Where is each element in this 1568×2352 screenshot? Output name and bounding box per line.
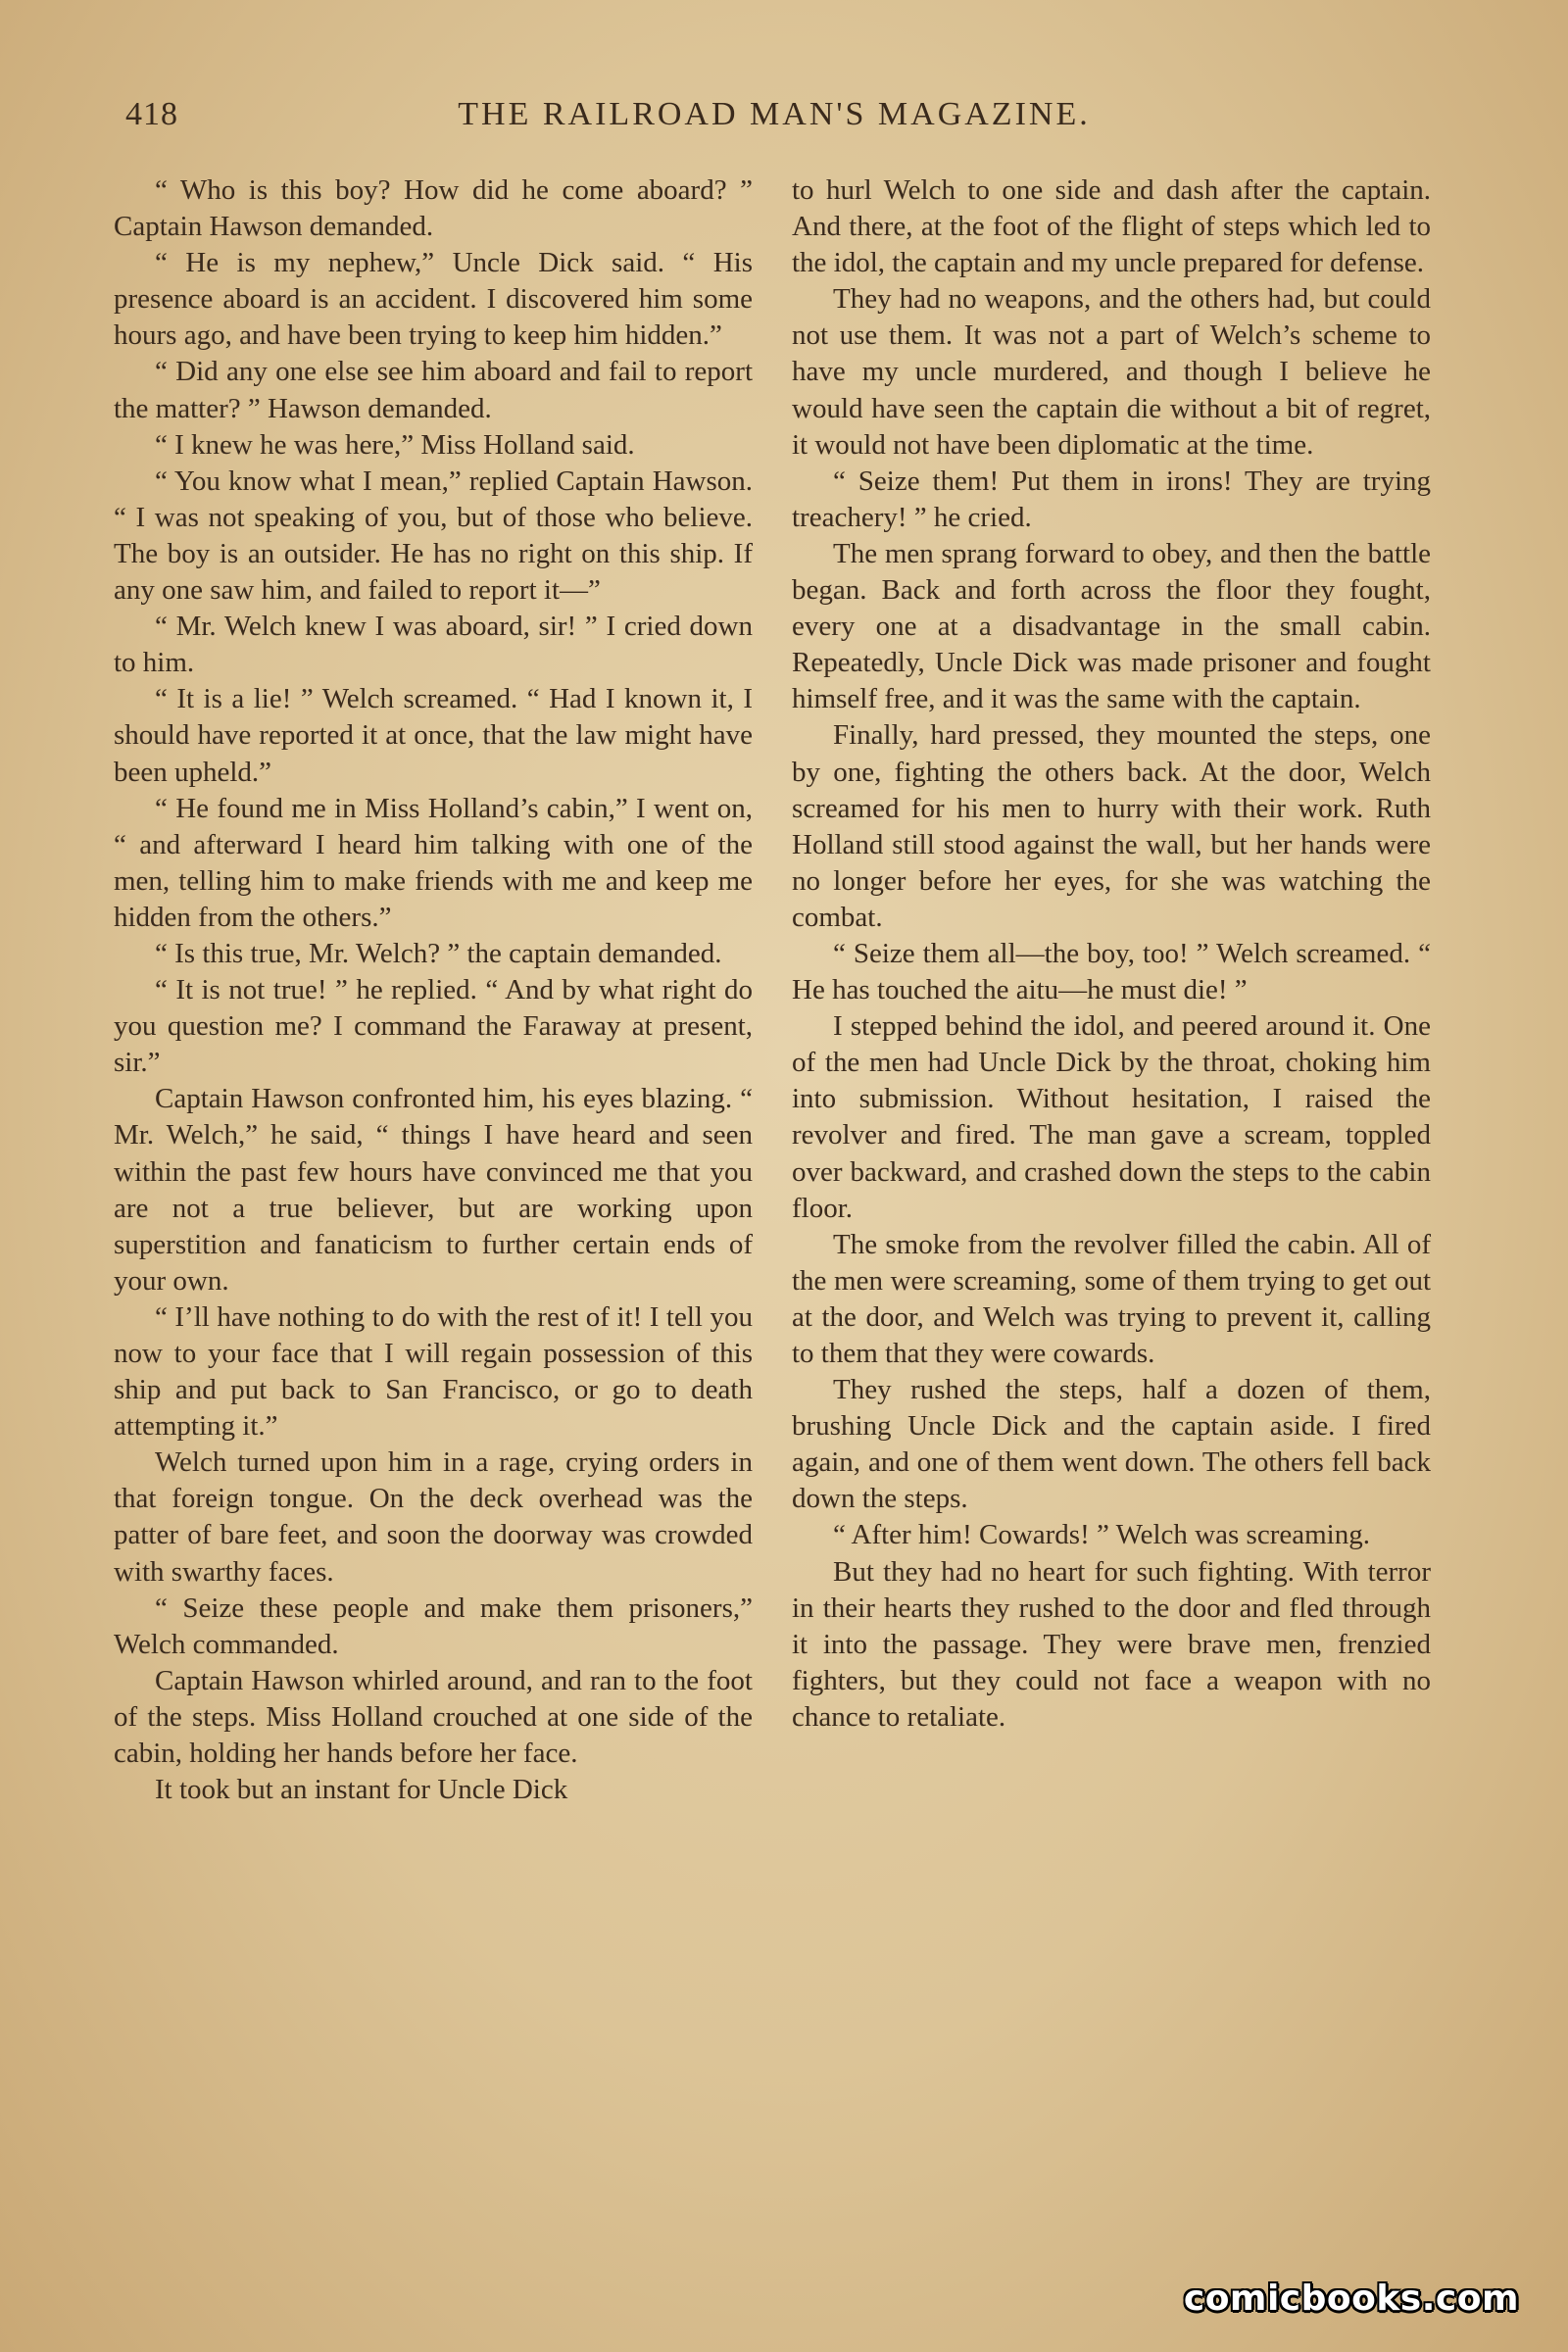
paragraph: They had no weapons, and the others had, but could not use them. It was not a part of Welch’s scheme to have my uncle murdered, and though I believe he would have seen the captain die without a bit of regret, it would not have been diplomatic at the time.: [792, 283, 1431, 461]
paragraph: Captain Hawson whirled around, and ran to the foot of the steps. Miss Holland crouched at one side of the cabin, holding her hands before her face.: [114, 1664, 753, 1770]
paragraph: Finally, hard pressed, they mounted the steps, one by one, fighting the others back. At the door, Welch screamed for his men to hurry with their work. Ruth Holland still stood against the wall, but her hands were no longer before her eyes, for she was watching the combat.: [792, 719, 1431, 933]
page-number: 418: [125, 96, 178, 132]
paragraph: “ I knew he was here,” Miss Holland said.: [155, 428, 635, 461]
paragraph: “ He is my nephew,” Uncle Dick said. “ His presence aboard is an accident. I discovered him some hours ago, and have been trying to keep him hidden.”: [114, 247, 753, 352]
paragraph: The smoke from the revolver filled the cabin. All of the men were screaming, some of them trying to get out at the door, and Welch was trying to prevent it, calling to them that they were cowards.: [792, 1228, 1431, 1369]
paragraph: “ Is this true, Mr. Welch? ” the captain demanded.: [155, 937, 722, 969]
paragraph: “ Seize them all—the boy, too! ” Welch screamed. “ He has touched the aitu—he must die! ”: [792, 937, 1431, 1006]
paragraph: “ You know what I mean,” replied Captain Hawson. “ I was not speaking of you, but of those who believe. The boy is an outsider. He has no right on this ship. If any one saw him, and failed to report it—”: [114, 465, 753, 607]
paragraph: “ I’ll have nothing to do with the rest of it! I tell you now to your face that I will regain possession of this ship and put back to San Francisco, or go to death attempting it.”: [114, 1300, 753, 1443]
watermark: comicbooks.com: [1183, 2278, 1519, 2319]
paragraph: “ It is not true! ” he replied. “ And by what right do you question me? I command the Faraway at present, sir.”: [114, 974, 753, 1079]
paragraph: The men sprang forward to obey, and then the battle began. Back and forth across the floor they fought, every one at a disadvantage in the small cabin. Repeatedly, Uncle Dick was made prisoner and fought himself free, and it was the same with the captain.: [792, 537, 1431, 715]
paragraph-continued: to hurl Welch to one side and dash after the captain. And there, at the foot of the flight of steps which led to the idol, the captain and my uncle prepared for defense.: [792, 174, 1431, 279]
paragraph: Welch turned upon him in a rage, crying orders in that foreign tongue. On the deck overhead was the patter of bare feet, and soon the doorway was crowded with swarthy faces.: [114, 1446, 753, 1588]
paragraph: “ It is a lie! ” Welch screamed. “ Had I known it, I should have reported it at once, that the law might have been upheld.”: [114, 683, 753, 788]
page-header: [118, 96, 1431, 145]
paragraph: “ He found me in Miss Holland’s cabin,” I went on, “ and afterward I heard him talking with one of the men, telling him to make friends with me and keep me hidden from the others.”: [114, 792, 753, 933]
paragraph: “ Who is this boy? How did he come aboard? ” Captain Hawson demanded.: [114, 174, 753, 243]
paragraph: “ Seize them! Put them in irons! They are trying treachery! ” he cried.: [792, 465, 1431, 533]
running-title: THE RAILROAD MAN'S MAGAZINE.: [458, 96, 1091, 132]
paragraph: “ Seize these people and make them prisoners,” Welch commanded.: [114, 1592, 753, 1660]
paragraph: It took but an instant for Uncle Dick: [155, 1774, 568, 1806]
paragraph: They rushed the steps, half a dozen of them, brushing Uncle Dick and the captain aside. I fired again, and one of them went down. The others fell back down the steps.: [792, 1374, 1431, 1515]
text-column-left: [114, 172, 753, 1808]
text-column-right: [792, 172, 1431, 1736]
paragraph: I stepped behind the idol, and peered around it. One of the men had Uncle Dick by the throat, choking him into submission. Without hesitation, I raised the revolver and fired. The man gave a scream, toppled over backward, and crashed down the steps to the cabin floor.: [792, 1010, 1431, 1224]
paragraph: Captain Hawson confronted him, his eyes blazing. “ Mr. Welch,” he said, “ things I have heard and seen within the past few hours have convinced me that you are not a true believer, but are working upon superstition and fanaticism to further certain ends of your own.: [114, 1083, 753, 1297]
paragraph: “ Did any one else see him aboard and fail to report the matter? ” Hawson demanded.: [114, 356, 753, 424]
paragraph: “ After him! Cowards! ” Welch was screaming.: [833, 1519, 1370, 1551]
paragraph: But they had no heart for such fighting. With terror in their hearts they rushed to the door and fled through it into the passage. They were brave men, frenzied fighters, but they could not face a weapon with no chance to retaliate.: [792, 1555, 1431, 1733]
paragraph: “ Mr. Welch knew I was aboard, sir! ” I cried down to him.: [114, 611, 753, 679]
